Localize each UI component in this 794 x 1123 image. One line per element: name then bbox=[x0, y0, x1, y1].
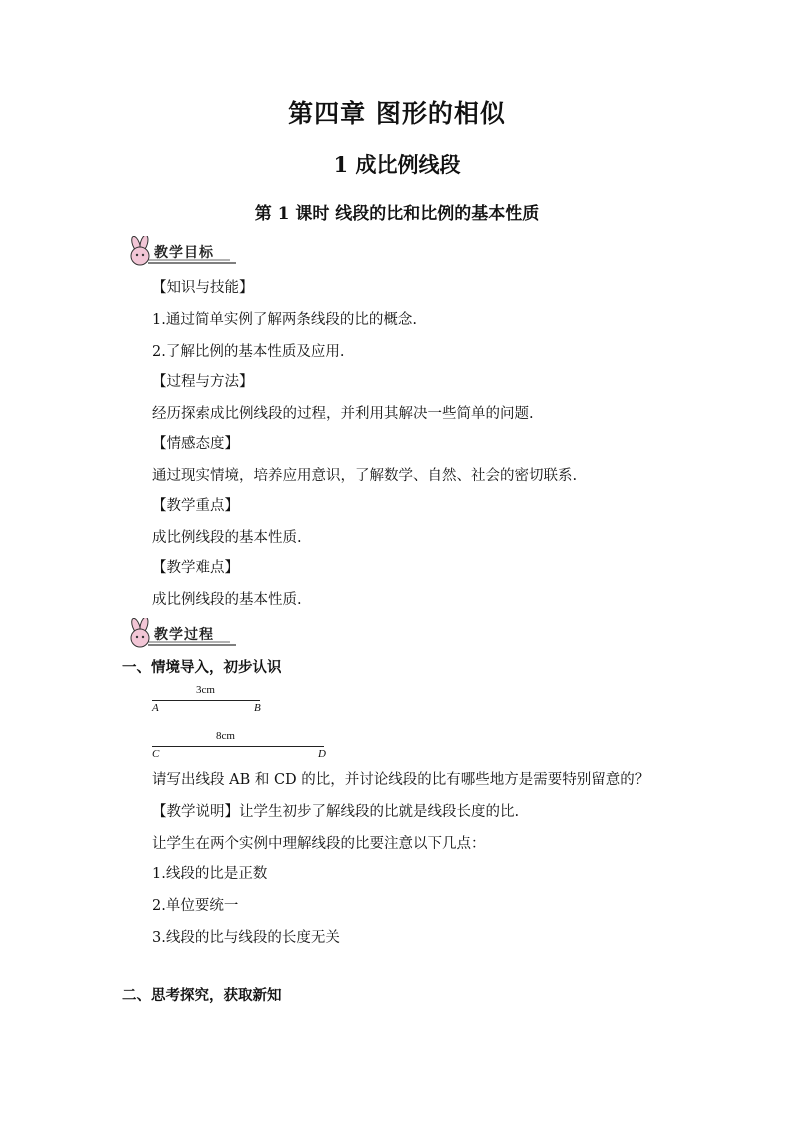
point-b-label: B bbox=[254, 702, 261, 714]
chapter-title: 第四章 图形的相似 bbox=[288, 99, 506, 128]
segment-ab-line bbox=[152, 700, 260, 701]
teaching-goals-badge bbox=[118, 236, 240, 270]
goal-line: 1.通过简单实例了解两条线段的比的概念. bbox=[152, 312, 417, 328]
segment-ab-length: 3cm bbox=[196, 684, 215, 696]
part2-heading: 二、思考探究，获取新知 bbox=[122, 987, 282, 1004]
process-line: 请写出线段 AB 和 CD 的比，并讨论线段的比有哪些地方是需要特别留意的？ bbox=[152, 772, 650, 788]
goal-line: 【教学重点】 bbox=[152, 498, 239, 514]
goal-line: 【过程与方法】 bbox=[152, 374, 254, 390]
goal-line: 【教学难点】 bbox=[152, 560, 239, 576]
point-d-label: D bbox=[318, 748, 326, 760]
teaching-process-badge bbox=[118, 618, 240, 652]
process-line: 2.单位要统一 bbox=[152, 898, 239, 914]
goal-line: 成比例线段的基本性质. bbox=[152, 592, 302, 608]
point-a-label: A bbox=[152, 702, 159, 714]
goal-line: 成比例线段的基本性质. bbox=[152, 530, 302, 546]
part1-heading: 一、情境导入，初步认识 bbox=[122, 659, 282, 676]
section-title: 1 成比例线段 bbox=[333, 152, 461, 177]
segment-cd-length: 8cm bbox=[216, 730, 235, 742]
goal-line: 经历探索成比例线段的过程，并利用其解决一些简单的问题. bbox=[152, 406, 534, 422]
badge-label: 教学目标 bbox=[154, 245, 214, 261]
process-line: 【教学说明】让学生初步了解线段的比就是线段长度的比. bbox=[152, 804, 520, 820]
process-line: 让学生在两个实例中理解线段的比要注意以下几点： bbox=[152, 836, 486, 852]
goal-line: 【情感态度】 bbox=[152, 436, 239, 452]
process-line: 3.线段的比与线段的长度无关 bbox=[152, 930, 340, 946]
lesson-title: 第 1 课时 线段的比和比例的基本性质 bbox=[254, 204, 540, 224]
segment-cd-figure bbox=[150, 730, 340, 766]
segment-ab-figure bbox=[150, 684, 270, 720]
point-c-label: C bbox=[152, 748, 160, 760]
goal-line: 【知识与技能】 bbox=[152, 280, 254, 296]
goal-line: 通过现实情境，培养应用意识，了解数学、自然、社会的密切联系. bbox=[152, 468, 578, 484]
badge-label: 教学过程 bbox=[154, 627, 214, 643]
segment-cd-line bbox=[152, 746, 324, 747]
process-line: 1.线段的比是正数 bbox=[152, 866, 268, 882]
goal-line: 2.了解比例的基本性质及应用. bbox=[152, 344, 345, 360]
